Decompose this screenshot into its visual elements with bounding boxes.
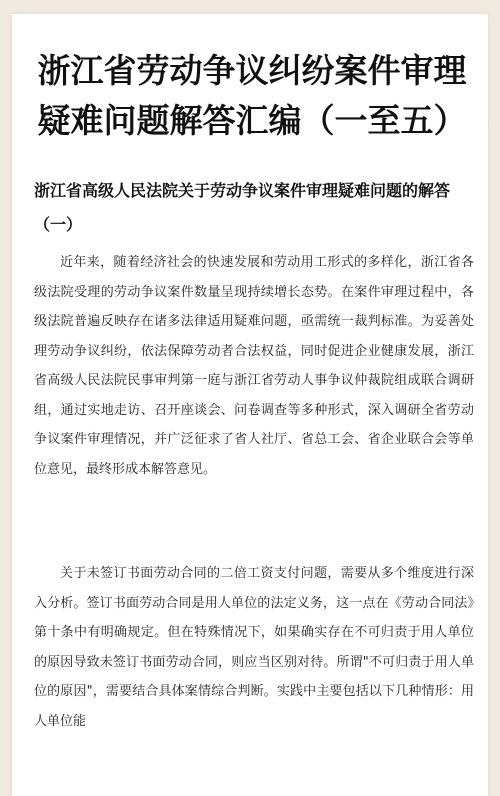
paragraph-double-wage: 关于未签订书面劳动合同的二倍工资支付问题，需要从多个维度进行深入分析。签订书面劳动合同是用人单位的法定义务，这一点在《劳动合同法》第十条中有明确规定。但在特殊情况下，如果确实存在不可归责于用人单位的原因导致未签订书面劳动合同，则应当区别对待。所谓"不可归责于用人单位的原因"，需要结合具体案情综合判断。实践中主要包括以下几种情形：用人单位能 bbox=[34, 566, 474, 729]
paragraph-intro: 近年来，随着经济社会的快速发展和劳动用工形式的多样化，浙江省各级法院受理的劳动争议案件数量呈现持续增长态势。在案件审理过程中，各级法院普遍反映存在诸多法律适用疑难问题，亟需统一裁判标准。为妥善处理劳动争议纠纷，依法保障劳动者合法权益，同时促进企业健康发展，浙江省高级人民法院民事审判第一庭与浙江省劳动人事争议仲裁院组成联合调研组，通过实地走访、召开座谈会、问卷调查等多种形式，深入调研全省劳动争议案件审理情况，并广泛征求了省人社厅、省总工会、省企业联合会等单位意见，最终形成本解答意见。 bbox=[34, 255, 474, 477]
document-page bbox=[12, 14, 488, 796]
document-title: 浙江省劳动争议纠纷案件审理疑难问题解答汇编（一至五） bbox=[37, 51, 467, 140]
section-heading: 浙江省高级人民法院关于劳动争议案件审理疑难问题的解答（一） bbox=[34, 181, 451, 234]
